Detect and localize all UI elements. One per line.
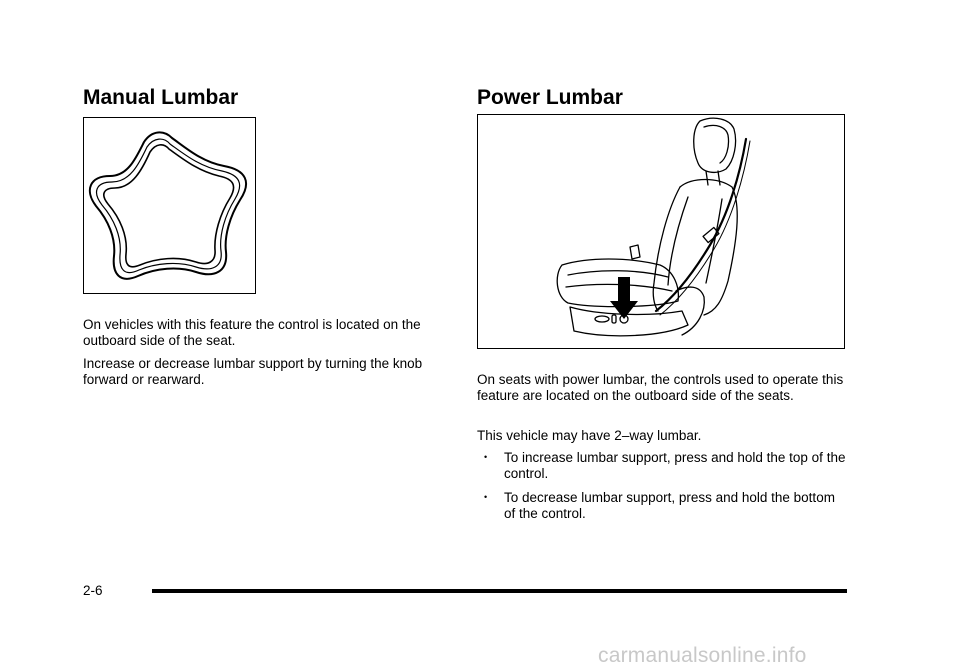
power-lumbar-paragraph-2: This vehicle may have 2–way lumbar.	[477, 428, 702, 443]
manual-lumbar-heading: Manual Lumbar	[83, 86, 239, 109]
manual-lumbar-paragraph-1: On vehicles with this feature the control is located on the outboard side of the seat.	[83, 317, 421, 348]
footer-divider	[152, 589, 847, 593]
bullet-icon: •	[484, 492, 488, 502]
power-lumbar-bullet-list	[477, 450, 847, 530]
power-lumbar-heading: Power Lumbar	[477, 86, 623, 109]
page-number: 2-6	[83, 583, 103, 598]
bullet-icon: •	[484, 452, 488, 462]
watermark: carmanualsonline.info	[598, 644, 807, 667]
bullet-text: To decrease lumbar support, press and hold the bottom of the control.	[504, 490, 835, 521]
list-item	[477, 490, 847, 522]
power-seat-icon	[478, 115, 843, 347]
manual-lumbar-figure	[83, 117, 256, 294]
power-lumbar-paragraph-1: On seats with power lumbar, the controls used to operate this feature are located on the outboard side of the seats.	[477, 372, 844, 403]
bullet-text: To increase lumbar support, press and hold the top of the control.	[504, 450, 846, 481]
list-item	[477, 450, 847, 482]
down-arrow-icon	[610, 277, 638, 319]
star-knob-icon	[84, 118, 254, 292]
power-lumbar-figure	[477, 114, 845, 349]
manual-lumbar-paragraph-2: Increase or decrease lumbar support by turning the knob forward or rearward.	[83, 356, 423, 387]
